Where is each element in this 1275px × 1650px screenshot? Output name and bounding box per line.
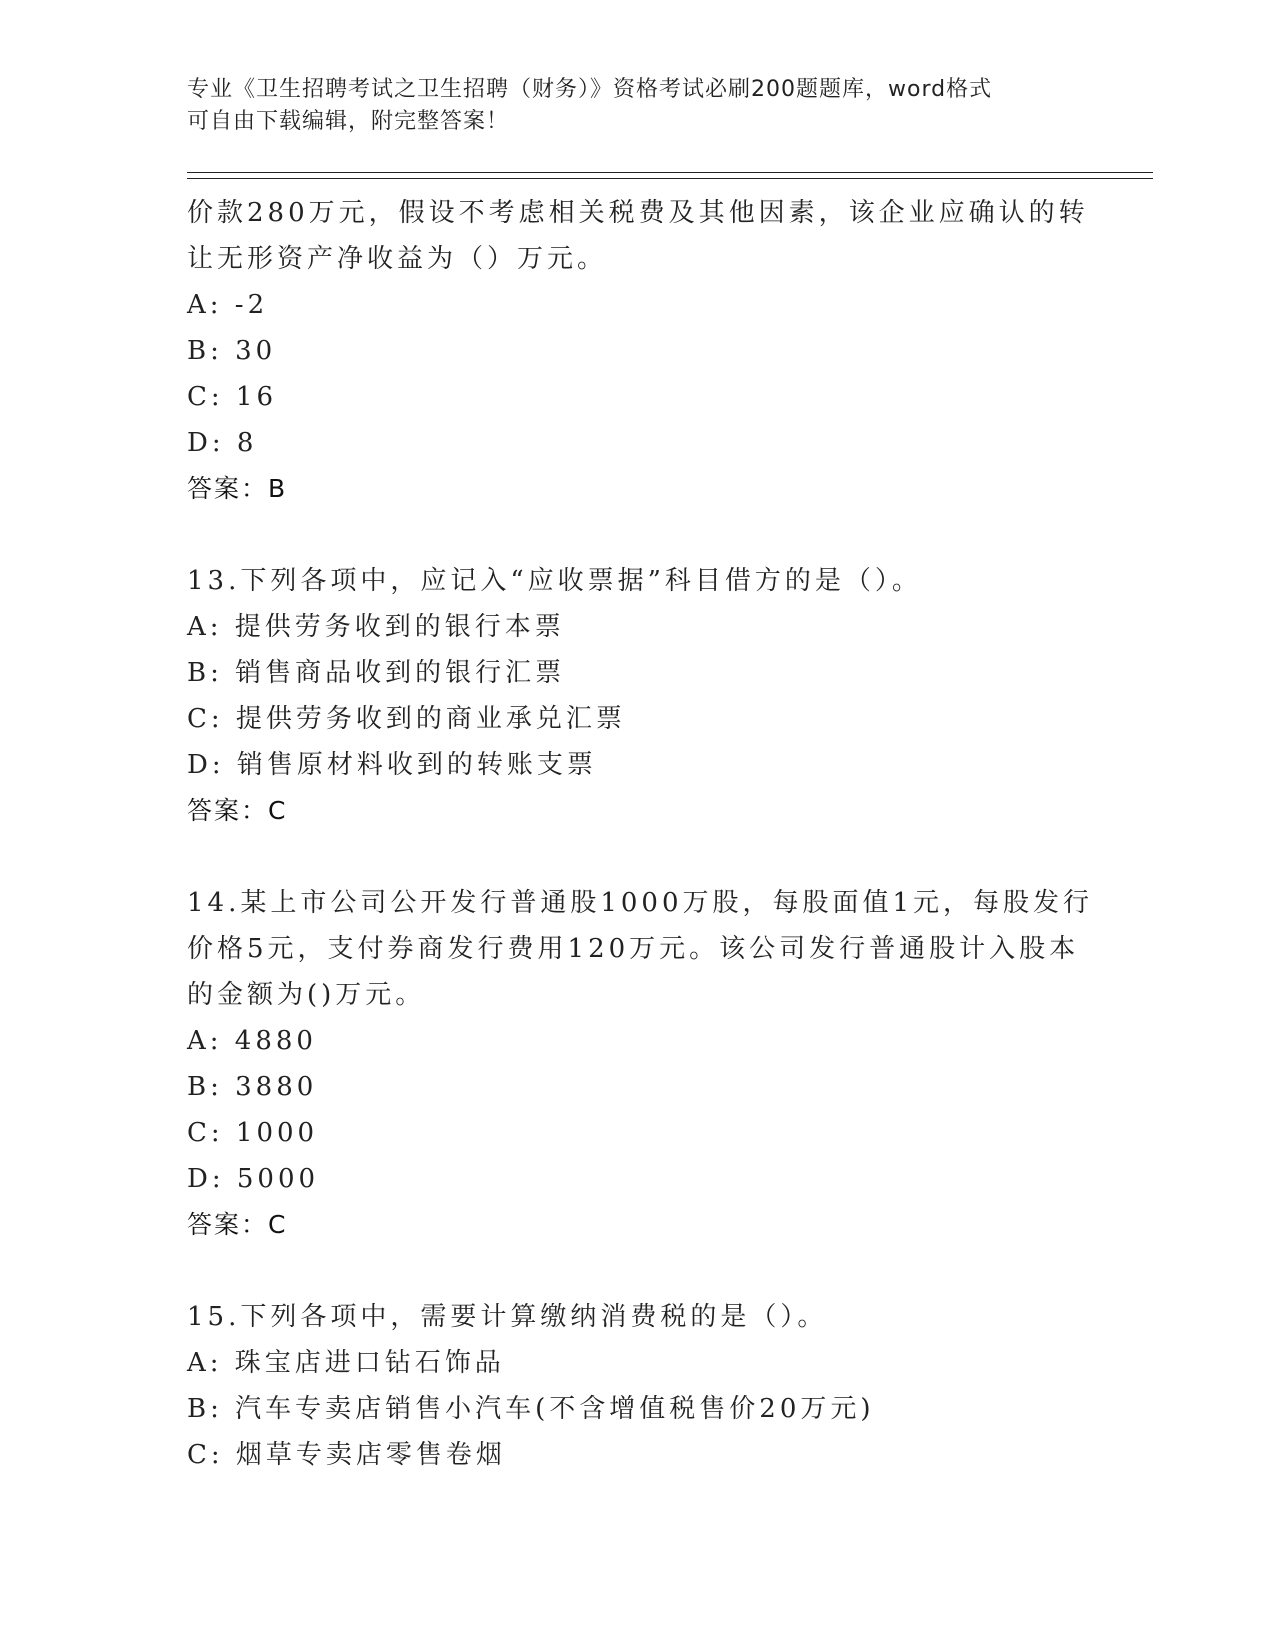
spacer bbox=[187, 1248, 1067, 1294]
question-text-line: 15.下列各项中，需要计算缴纳消费税的是（）。 bbox=[187, 1302, 828, 1332]
option-c: C: 提供劳务收到的商业承兑汇票 bbox=[187, 704, 626, 734]
answer-line: 答案：C bbox=[187, 796, 288, 825]
question-text-line: 的金额为()万元。 bbox=[187, 980, 426, 1010]
option-a: A: 4880 bbox=[187, 1026, 317, 1056]
question-text-line: 13.下列各项中，应记入“应收票据”科目借方的是（）。 bbox=[187, 566, 922, 596]
option-a: A: 珠宝店进口钻石饰品 bbox=[187, 1348, 505, 1378]
question-12 bbox=[187, 190, 1089, 512]
document-header bbox=[187, 74, 1067, 138]
question-text-line: 14.某上市公司公开发行普通股1000万股，每股面值1元，每股发行 bbox=[187, 888, 1094, 918]
option-d: D: 8 bbox=[187, 428, 258, 458]
question-content bbox=[187, 190, 1094, 1478]
option-c: C: 1000 bbox=[187, 1118, 319, 1148]
answer-line: 答案：B bbox=[187, 474, 288, 503]
question-text-line: 价款280万元，假设不考虑相关税费及其他因素，该企业应确认的转 bbox=[187, 198, 1089, 228]
header-divider-bottom bbox=[187, 178, 1153, 179]
header-line-2: 可自由下载编辑，附完整答案！ bbox=[187, 109, 510, 134]
question-13 bbox=[187, 558, 1067, 834]
option-a: A: -2 bbox=[187, 290, 269, 320]
option-d: D: 5000 bbox=[187, 1164, 320, 1194]
option-c: C: 烟草专卖店零售卷烟 bbox=[187, 1440, 506, 1470]
option-b: B: 汽车专卖店销售小汽车(不含增值税售价20万元) bbox=[187, 1394, 875, 1424]
question-15 bbox=[187, 1294, 1067, 1478]
spacer bbox=[187, 834, 1067, 880]
option-b: B: 3880 bbox=[187, 1072, 318, 1102]
option-a: A: 提供劳务收到的银行本票 bbox=[187, 612, 565, 642]
header-divider-top bbox=[187, 172, 1153, 173]
header-line-1: 专业《卫生招聘考试之卫生招聘（财务）》资格考试必刷200题题库，word格式 bbox=[187, 77, 993, 102]
option-b: B: 销售商品收到的银行汇票 bbox=[187, 658, 566, 688]
option-c: C: 16 bbox=[187, 382, 278, 412]
option-d: D: 销售原材料收到的转账支票 bbox=[187, 750, 597, 780]
spacer bbox=[187, 512, 1067, 558]
question-text-line: 让无形资产净收益为（）万元。 bbox=[187, 244, 608, 274]
question-text-line: 价格5元，支付券商发行费用120万元。该公司发行普通股计入股本 bbox=[187, 934, 1080, 964]
option-b: B: 30 bbox=[187, 336, 277, 366]
answer-line: 答案：C bbox=[187, 1210, 288, 1239]
question-14 bbox=[187, 880, 1094, 1248]
